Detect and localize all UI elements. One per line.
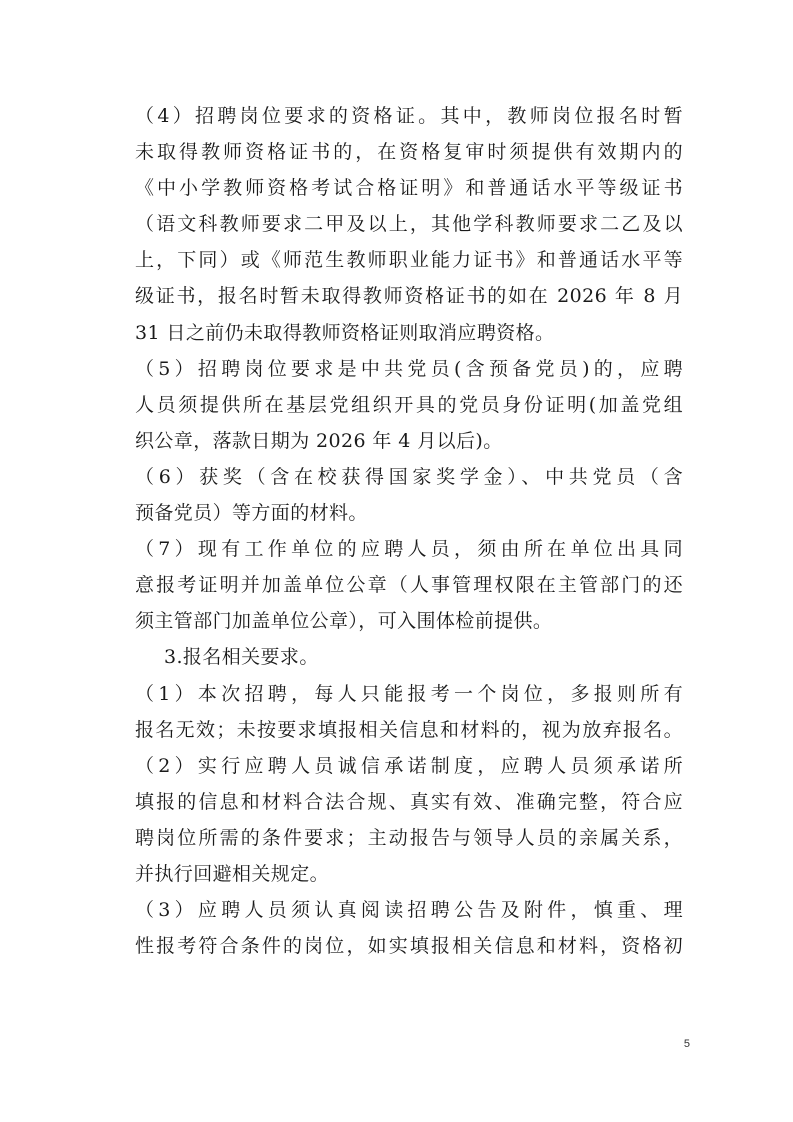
paragraph-line-15: 须主管部门加盖单位公章），可入围体检前提供。 (135, 610, 553, 633)
paragraph-line-7: 31 日之前仍未取得教师资格证则取消应聘资格。 (135, 321, 555, 344)
paragraph-line-14: 意报考证明并加盖单位公章（人事管理权限在主管部门的还 (135, 574, 683, 597)
paragraph-line-18: 报名无效；未按要求填报相关信息和材料的，视为放弃报名。 (135, 718, 683, 741)
paragraph-line-22: 并执行回避相关规定。 (135, 862, 330, 885)
section-heading: 3.报名相关要求。 (164, 646, 319, 669)
paragraph-line-21: 聘岗位所需的条件要求；主动报告与领导人员的亲属关系， (135, 826, 683, 849)
paragraph-line-9: 人员须提供所在基层党组织开具的党员身份证明(加盖党组 (135, 393, 683, 416)
paragraph-line-8: （5）招聘岗位要求是中共党员(含预备党员)的，应聘 (135, 357, 683, 380)
paragraph-line-23: （3）应聘人员须认真阅读招聘公告及附件，慎重、理 (135, 899, 683, 922)
paragraph-line-10: 织公章，落款日期为 2026 年 4 月以后)。 (135, 429, 503, 452)
paragraph-line-2: 未取得教师资格证书的，在资格复审时须提供有效期内的 (135, 141, 683, 164)
paragraph-line-20: 填报的信息和材料合法合规、真实有效、准确完整，符合应 (135, 790, 683, 813)
paragraph-line-6: 级证书，报名时暂未取得教师资格证书的如在 2026 年 8 月 (135, 285, 683, 308)
paragraph-line-4: （语文科教师要求二甲及以上，其他学科教师要求二乙及以 (135, 213, 683, 236)
paragraph-line-17: （1）本次招聘，每人只能报考一个岗位，多报则所有 (135, 682, 683, 705)
paragraph-line-11: （6）获奖（含在校获得国家奖学金）、中共党员（含 (135, 465, 683, 488)
page-number: 5 (683, 1038, 690, 1050)
paragraph-line-5: 上，下同）或《师范生教师职业能力证书》和普通话水平等 (135, 249, 683, 272)
paragraph-line-13: （7）现有工作单位的应聘人员，须由所在单位出具同 (135, 538, 683, 561)
paragraph-line-3: 《中小学教师资格考试合格证明》和普通话水平等级证书 (135, 177, 683, 200)
paragraph-line-24: 性报考符合条件的岗位，如实填报相关信息和材料，资格初 (135, 935, 683, 958)
document-body (135, 98, 683, 964)
paragraph-line-1: （4）招聘岗位要求的资格证。其中，教师岗位报名时暂 (135, 105, 683, 127)
paragraph-line-12: 预备党员）等方面的材料。 (135, 502, 368, 525)
paragraph-line-19: （2）实行应聘人员诚信承诺制度，应聘人员须承诺所 (135, 754, 683, 777)
